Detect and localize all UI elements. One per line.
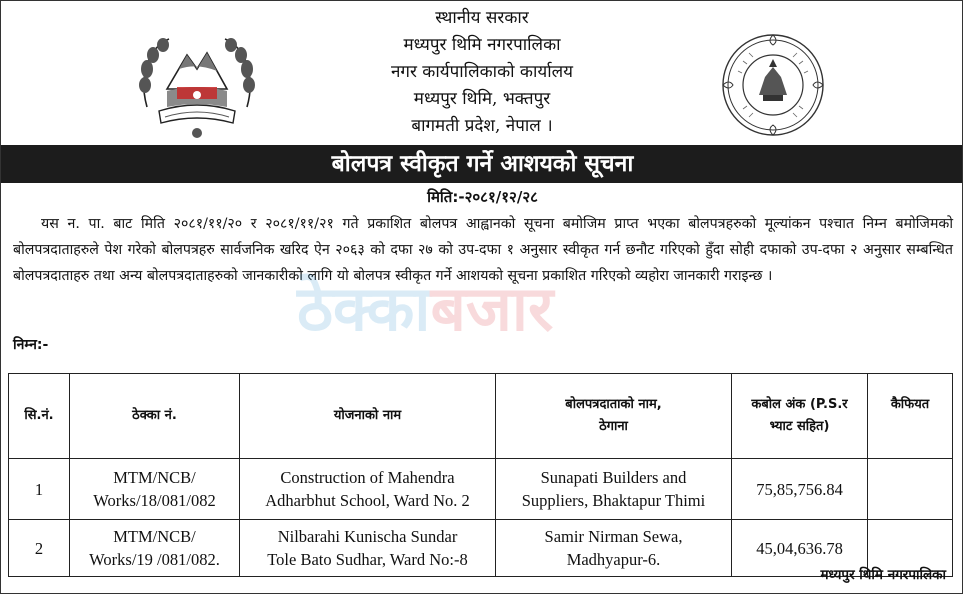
cell-contract-line1: MTM/NCB/ (113, 527, 196, 546)
list-label: निम्न:- (13, 337, 49, 353)
cell-project (240, 520, 496, 577)
watermark-part1: ठेक्का (297, 272, 431, 345)
notice-title-banner (1, 145, 963, 183)
notice-body-text: यस न. पा. बाट मिति २०८१/११/२० र २०८१/११/२१ गते प्रकाशित बोलपत्र आह्वानको सूचना बमोजिम प्राप्त भएका बोलपत्रहरुको मूल्यांकन पश्चात निम्न बमोजिमको बोलपत्रदाताहरुले पेश गरेको बोलपत्रहरु सार्वजनिक खरिद ऐन २०६३ को दफा २७ को उप-दफा १ अनुसार स्वीकृत गर्न छनौट गरिएको हुँदा सोही दफाको उप-दफा २ अनुसार सम्बन्धित बोलपत्रदाताहरु तथा अन्य बोलपत्रदाताहरुको जानकारीको लागि यो बोलपत्र स्वीकृत गर्ने आशयको सूचना प्रकाशित गरिएको व्यहोरा जानकारी गराइन्छ । (13, 216, 953, 284)
cell-bidder-line1: Samir Nirman Sewa, (544, 527, 683, 546)
cell-project-line2: Tole Bato Sudhar, Ward No:-8 (267, 550, 468, 569)
header-line-municipality: मध्यपुर थिमि नगरपालिका (403, 35, 561, 55)
header-sn: सि.नं. (9, 374, 70, 459)
cell-project-line2: Adharbhut School, Ward No. 2 (265, 491, 470, 510)
cell-contract-line2: Works/18/081/082 (93, 491, 216, 510)
notice-title: बोलपत्र स्वीकृत गर्ने आशयको सूचना (331, 151, 634, 177)
header-line-address: मध्यपुर थिमि, भक्तपुर (413, 89, 551, 109)
cell-sn: 2 (9, 520, 70, 577)
cell-bidder-line2: Madhyapur-6. (566, 550, 661, 569)
header-bidder-line2: ठेगाना (599, 419, 628, 434)
header-project: योजनाको नाम (240, 374, 496, 459)
header-line-office: नगर कार्यपालिकाको कार्यालय (390, 62, 574, 82)
table-row (9, 459, 953, 520)
header-amount (732, 374, 868, 459)
header-remarks: कैफियत (868, 374, 953, 459)
cell-project-line1: Construction of Mahendra (280, 468, 455, 487)
watermark-part2: बजार (430, 272, 554, 345)
municipality-seal-icon (719, 31, 827, 139)
notice-body (13, 211, 953, 289)
header-bidder (496, 374, 732, 459)
cell-bidder (496, 459, 732, 520)
table-row (9, 520, 953, 577)
cell-project-line1: Nilbarahi Kunischa Sundar (277, 527, 458, 546)
office-header (301, 5, 663, 140)
cell-contract-line1: MTM/NCB/ (113, 468, 196, 487)
nepal-emblem-icon (133, 29, 261, 147)
cell-bidder (496, 520, 732, 577)
bid-table (8, 373, 953, 577)
header-contract: ठेक्का नं. (70, 374, 240, 459)
footer-signature: मध्यपुर थिमि नगरपालिका (820, 567, 946, 583)
cell-bidder-line1: Sunapati Builders and (540, 468, 687, 487)
header-amount-line2: भ्याट सहित) (769, 419, 830, 434)
cell-sn: 1 (9, 459, 70, 520)
cell-amount: 45,04,636.78 (732, 520, 868, 577)
cell-contract-line2: Works/19 /081/082. (89, 550, 220, 569)
header-bidder-line1: बोलपत्रदाताको नाम, (565, 397, 662, 412)
header-line-province: बागमती प्रदेश, नेपाल । (411, 116, 553, 136)
cell-contract (70, 520, 240, 577)
header-amount-line1: कबोल अंक (P.S.र (751, 397, 848, 412)
cell-remarks (868, 459, 953, 520)
header-line-government: स्थानीय सरकार (435, 8, 529, 28)
cell-contract (70, 459, 240, 520)
cell-bidder-line2: Suppliers, Bhaktapur Thimi (521, 491, 706, 510)
table-header-row (9, 374, 953, 459)
cell-project (240, 459, 496, 520)
notice-date: मिति:-२०८१/१२/२८ (427, 188, 538, 206)
cell-amount: 75,85,756.84 (732, 459, 868, 520)
